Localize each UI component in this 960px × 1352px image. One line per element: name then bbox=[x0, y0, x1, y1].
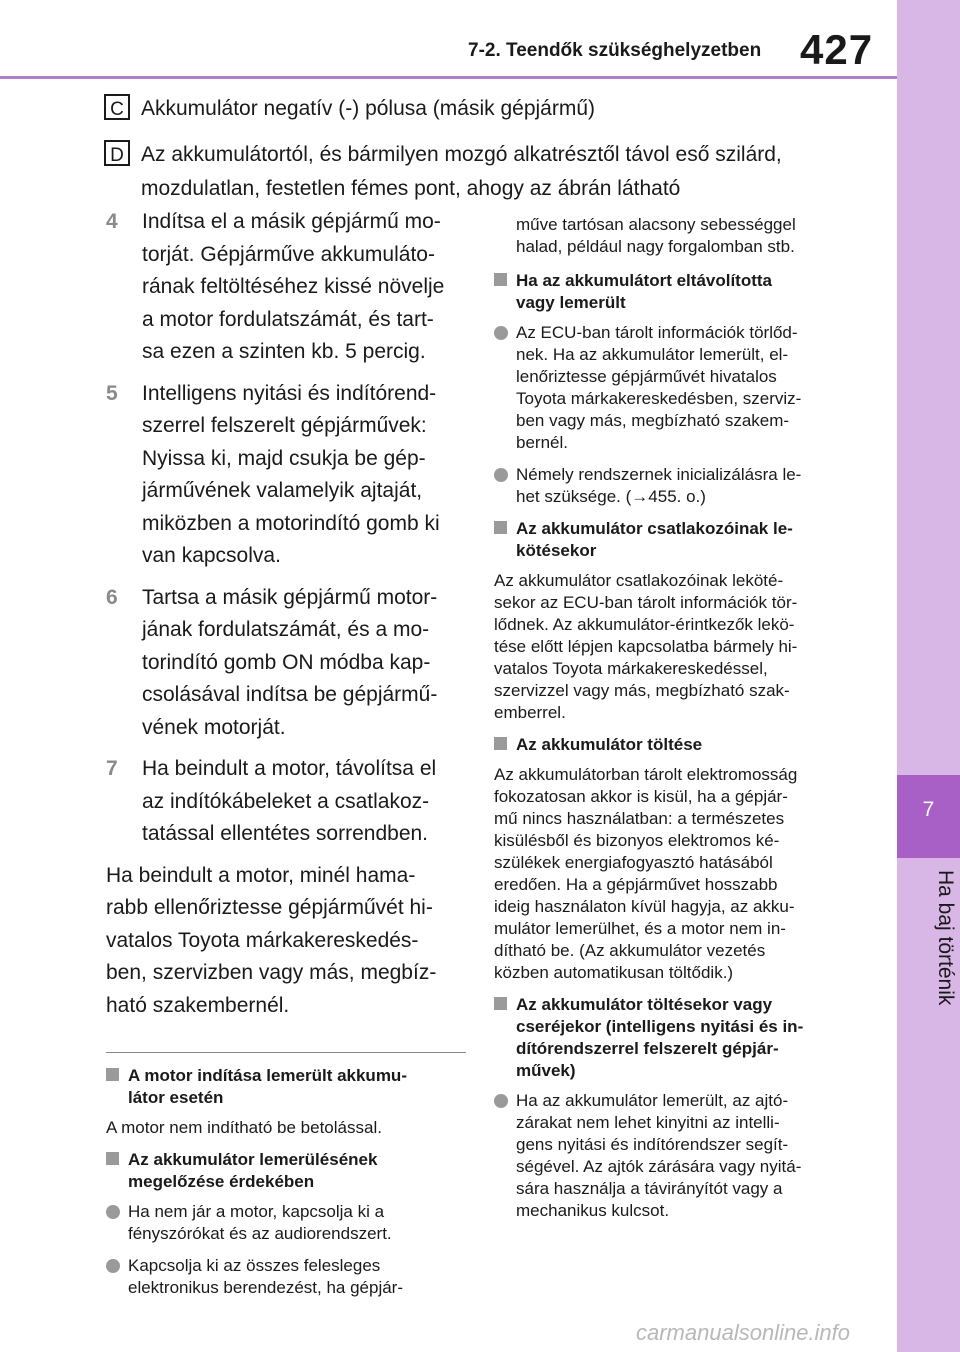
note-heading-text: Az akkumulátor lemerülésének megelőzése érdekében bbox=[128, 1150, 378, 1191]
label-box-c: C bbox=[104, 94, 130, 120]
step-number: 7 bbox=[106, 757, 118, 780]
note-heading-text: Az akkumulátor töltésekor vagy cseréjekor (intelligens nyitási és in- dítórendszerrel felszerelt gépjár- művek) bbox=[516, 995, 804, 1080]
chapter-side-tab bbox=[897, 0, 960, 1352]
note-bullet bbox=[494, 464, 856, 508]
step-number: 6 bbox=[106, 585, 118, 609]
circle-bullet-icon bbox=[494, 1094, 508, 1108]
square-bullet-icon bbox=[494, 521, 507, 534]
note-heading bbox=[106, 1065, 466, 1109]
square-bullet-icon bbox=[494, 997, 507, 1010]
note-paragraph: A motor nem indítható be betolással. bbox=[106, 1118, 382, 1137]
watermark: carmanualsonline.info bbox=[636, 1320, 851, 1345]
square-bullet-icon bbox=[106, 1068, 119, 1081]
step-6 bbox=[106, 582, 466, 745]
note-heading bbox=[494, 270, 856, 314]
note-bullet-text: Az ECU-ban tárolt információk törlőd- nek. Ha az akkumulátor lemerült, el- lenőriztesse gépjárművét hivatalos Toyota márkakereskedésben, szerviz- ben vagy más, megbízható szakem- bernél. bbox=[516, 323, 802, 452]
step-text: Intelligens nyitási és indítórend- szerrel felszerelt gépjárművek: Nyissa ki, majd csukja be gép- járművének valamelyik ajtaját, miközben a motorindító gomb ki van kapcsolva. bbox=[142, 381, 440, 567]
note-bullet-text: Némely rendszernek inicializálásra le- het szüksége. (→455. o.) bbox=[516, 465, 802, 506]
note-bullet bbox=[494, 322, 856, 454]
label-row-d bbox=[104, 138, 782, 172]
step-5 bbox=[106, 378, 466, 573]
step-text: Ha beindult a motor, távolítsa el az indítókábeleket a csatlakoz- tatással ellentétes sorrendben. bbox=[142, 757, 437, 845]
note-bullet bbox=[106, 1255, 466, 1299]
note-bullet-text: Kapcsolja ki az összes felesleges elektronikus berendezést, ha gépjár- bbox=[128, 1256, 403, 1297]
note-heading-text: Az akkumulátor töltése bbox=[516, 735, 703, 754]
label-box-d: D bbox=[104, 140, 130, 166]
note-paragraph: Az akkumulátor csatlakozóinak leköté- sekor az ECU-ban tárolt információk tör- lődnek. Az akkumulátor-érintkezők lekö- tése előtt lépjen kapcsolatba bármely hi- vatalos Toyota márkakereskedéssel, szervizzel vagy más, megbízható szak- emberrel. bbox=[494, 571, 798, 722]
note-heading bbox=[494, 994, 856, 1082]
step-7 bbox=[106, 753, 466, 851]
square-bullet-icon bbox=[494, 273, 507, 286]
note-heading bbox=[494, 734, 856, 756]
square-bullet-icon bbox=[494, 737, 507, 750]
label-row-c bbox=[104, 92, 595, 126]
note-heading bbox=[494, 518, 856, 562]
header-rule bbox=[0, 76, 897, 79]
note-bullet bbox=[494, 1090, 856, 1222]
label-d-text-cont: mozdulatlan, festetlen fémes pont, ahogy az ábrán látható bbox=[141, 177, 681, 200]
label-d-text: Az akkumulátortól, és bármilyen mozgó alkatrésztől távol eső szilárd, bbox=[141, 143, 782, 166]
section-title: 7-2. Teendők szükséghelyzetben bbox=[468, 40, 762, 61]
circle-bullet-icon bbox=[494, 326, 508, 340]
note-bullet-text: Ha nem jár a motor, kapcsolja ki a fényszórókat és az audiorendszert. bbox=[128, 1202, 392, 1243]
circle-bullet-icon bbox=[494, 468, 508, 482]
chapter-title: Ha baj történik bbox=[934, 870, 957, 1006]
label-c-text: Akkumulátor negatív (-) pólusa (másik gépjármű) bbox=[141, 97, 596, 120]
page-number: 427 bbox=[800, 26, 874, 73]
note-continuation: műve tartósan alacsony sebességgel halad, például nagy forgalomban stb. bbox=[516, 215, 796, 256]
note-heading-text: Ha az akkumulátort eltávolította vagy lemerült bbox=[516, 271, 773, 312]
notes-divider bbox=[106, 1052, 466, 1053]
note-heading-text: A motor indítása lemerült akkumu- látor esetén bbox=[128, 1066, 407, 1107]
square-bullet-icon bbox=[106, 1152, 119, 1165]
note-heading-text: Az akkumulátor csatlakozóinak le- kötésekor bbox=[516, 519, 793, 560]
right-column bbox=[494, 214, 856, 1232]
note-paragraph: Az akkumulátorban tárolt elektromosság fokozatosan akkor is kisül, ha a gépjár- mű nincs használatban: a természetes kisülésből és bizonyos elektromos ké- szülékek energiafogyasztó hatásából eredően. Ha a gépjárművet hosszabb ideig használaton kívül hagyja, az akku- mulátor lemerülhet, és a motor nem in- dítható be. (Az akkumulátor vezetés közben automatikusan töltődik.) bbox=[494, 765, 798, 982]
circle-bullet-icon bbox=[106, 1259, 120, 1273]
step-number: 4 bbox=[106, 210, 118, 233]
note-heading bbox=[106, 1149, 466, 1193]
after-start-paragraph: Ha beindult a motor, minél hama- rabb ellenőriztesse gépjárművét hi- vatalos Toyota márkakereskedés- ben, szervizben vagy más, megbíz- ható szakembernél. bbox=[106, 863, 437, 1017]
note-bullet bbox=[106, 1201, 466, 1245]
step-text: Indítsa el a másik gépjármű mo- torját. Gépjárműve akkumuláto- rának feltöltéséhez kissé növelje a motor fordulatszámát, és tart- sa ezen a szinten kb. 5 percig. bbox=[142, 210, 445, 363]
step-text: Tartsa a másik gépjármű motor- jának fordulatszámát, és a mo- torindító gomb ON módba kap- csolásával indítsa be gépjármű- vének motorját. bbox=[142, 585, 438, 739]
note-bullet-text: Ha az akkumulátor lemerült, az ajtó- zárakat nem lehet kinyitni az intelli- gens nyitási és indítórendszer segít- ségével. Az ajtók zárására vagy nyitá- sára használja a távirányítót vagy a mechanikus kulcsot. bbox=[516, 1091, 802, 1220]
step-number: 5 bbox=[106, 381, 118, 405]
step-4 bbox=[106, 206, 466, 369]
circle-bullet-icon bbox=[106, 1205, 120, 1219]
left-column bbox=[106, 206, 466, 1309]
chapter-number: 7 bbox=[922, 798, 935, 821]
